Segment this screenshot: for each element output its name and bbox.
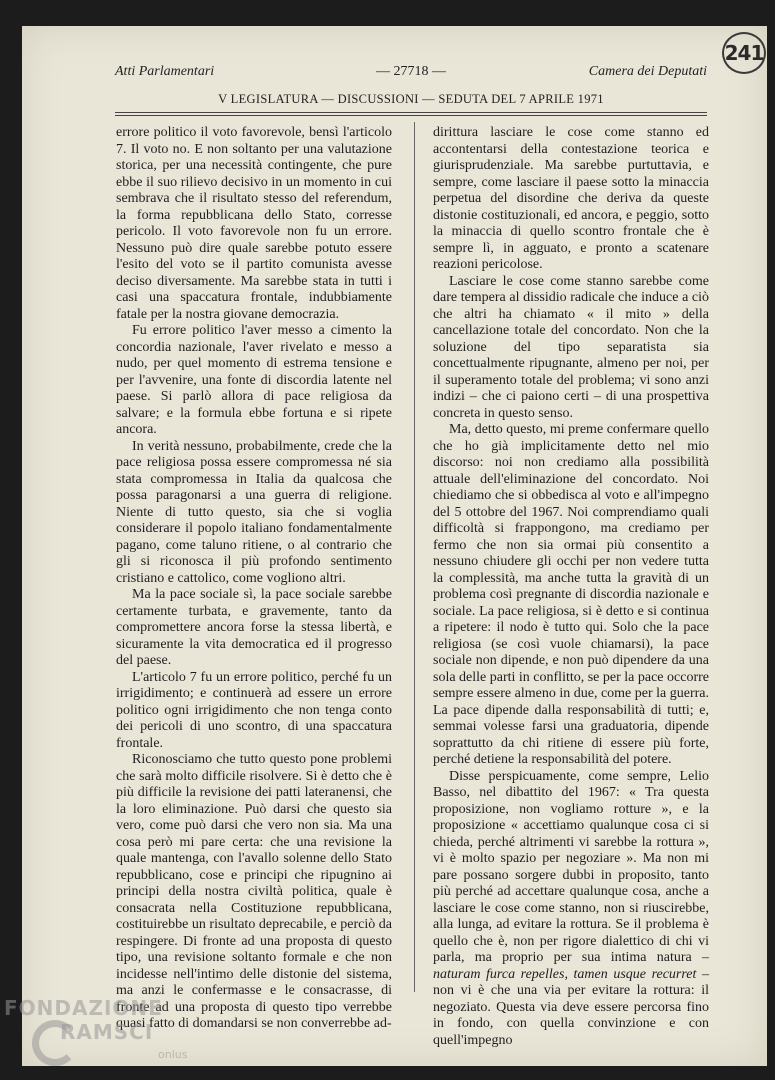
paragraph: In verità nessuno, probabilmente, crede che la pace religiosa possa essere compromessa né sia stata compromessa in Italia da qualcosa che possa paragonarsi a una guerra di religione. Niente di tutto questo, sia che si voglia considerare il popolo italiano fondamentalmente pagano, come taluno ritiene, o al contrario che gli si riconosca il più profondo sentimento cristiano e cattolico, come vogliono altri. [116, 438, 392, 586]
paragraph: L'articolo 7 fu un errore politico, perché fu un irrigidimento; e continuerà ad essere un errore politico ogni irrigidimento che non tenga conto dei pericoli di uno scontro, di una spaccatura frontale. [116, 669, 392, 751]
watermark-line2: RAMSCI [60, 1020, 154, 1044]
session-subtitle: V LEGISLATURA — DISCUSSIONI — SEDUTA DEL 7 APRILE 1971 [218, 92, 604, 106]
paragraph: errore politico il voto favorevole, bensì l'articolo 7. Il voto no. E non soltanto per una valutazione storica, per una necessità contingente, che pure ebbe il suo rilievo decisivo in un momento in cui sembrava che il risultato stesso del referendum, la forma repubblicana dello Stato, corresse pericolo. Il voto favorevole non fu un errore. Nessuno può dire quale sarebbe potuto essere l'esito del voto se il partito comunista avesse deciso diversamente. Ma sarebbe stata in tutti i casi una spaccatura frontale, indubbiamente fatale per la nostra giovane democrazia. [116, 125, 392, 322]
paragraph: dirittura lasciare le cose come stanno ed accontentarsi della contestazione teorica e giurisprudenziale. Ma sarebbe purtuttavia, e sempre, come lasciare il paese sotto la minaccia perpetua del disordine che deriva da queste distonie costituzionali, ed ancora, e peggio, sotto la minaccia di quello scontro frontale che è sempre lì, in agguato, e pronto a scatenare reazioni pericolose. [433, 125, 709, 272]
paragraph: Lasciare le cose come stanno sarebbe come dare tempera al dissidio radicale che induce a ciò che altri ha chiamato « il mito » della cancellazione totale del concordato. Non che la soluzione del tipo separatista sia concettualmente ripugnante, almeno per noi, per il superamento totale del problema; vi sono anzi indizi – che ci paiono certi – di una prospettiva concreta in questo senso. [433, 273, 709, 421]
latin-quote: naturam furca repelles, tamen usque recurret [433, 966, 697, 982]
paragraph-text: – non vi è che una via per evitare la rottura: il negoziato. Questa via deve essere percorsa fino in fondo, con quella convinzione e con quell'impegno [433, 966, 710, 1048]
page-number-stamp: 241 [722, 32, 766, 74]
running-header [115, 64, 707, 84]
header-rule [115, 112, 707, 113]
paragraph-text: Disse perspicuamente, come sempre, Lelio Basso, nel dibattito del 1967: « Tra questa proposizione, non vogliamo rotture », e la proposizione « accettiamo qualunque cosa ci si chieda, perché altrimenti vi sarebbe la rottura », vi è molto spazio per negoziare ». Ma non mi pare possano sorgere dubbi in proposito, tanto più perché ad accettare qualunque cosa, anche a lasciare le cose come stanno, non si riuscirebbe, alla lunga, ad evitare la rottura. Se il problema è quello che è, non per rigore dialettico di chi vi parla, ma proprio per sua intima natura – [433, 768, 709, 965]
page-number: — 27718 — [376, 64, 446, 79]
column-separator [414, 122, 415, 992]
header-right: Camera dei Deputati [588, 64, 707, 79]
paragraph [433, 769, 709, 1050]
right-column [433, 125, 709, 1049]
header-left: Atti Parlamentari [115, 64, 215, 79]
watermark [0, 990, 220, 1080]
watermark-line3: onlus [158, 1048, 188, 1061]
watermark-line1: FONDAZIONE [4, 996, 163, 1020]
paragraph: Ma la pace sociale sì, la pace sociale sarebbe certamente turbata, e gravemente, tanto da compromettere ancora forse la stessa libertà, e sicuramente la vita democratica ed il progresso del paese. [116, 587, 392, 668]
paragraph: Fu errore politico l'aver messo a cimento la concordia nazionale, l'aver rivelato e messo a nudo, per quel momento di estrema tensione e per l'avvenire, una fonte di discordia latente nel paese. Si parlò allora di pace religiosa da salvare; e la formula ebbe fortuna e si ripete ancora. [116, 323, 392, 437]
left-column [116, 125, 392, 1033]
header-rule-2 [115, 115, 707, 116]
paragraph: Riconosciamo che tutto questo pone problemi che sarà molto difficile risolvere. Si è detto che è più difficile la revisione dei patti lateranensi, che la loro eliminazione. Può darsi che questo sia vero, come può darsi che vero non sia. Ma una cosa però mi pare certa: che una revisione la quale mantenga, con l'avallo solenne dello Stato repubblicano, cose e principi che ripugnino ai principi della nostra civiltà politica, quale è consacrata nella Costituzione repubblicana, costituirebbe un risultato deprecabile, e perciò da respingere. Di fronte ad una proposta di questo tipo, una revisione soltanto formale e che non incidesse nell'intimo delle distonie del sistema, ma anzi le confermasse e le consacrasse, di fronte ad una proposta di questo tipo verrebbe quasi fatto di domandarsi se non converrebbe ad- [116, 752, 392, 1031]
paragraph: Ma, detto questo, mi preme confermare quello che ho già implicitamente detto nel mio discorso: noi non crediamo alla possibilità attuale dell'eliminazione del concordato. Noi chiediamo che si obbedisca al voto e all'impegno del 5 ottobre del 1967. Noi comprendiamo quali difficoltà si frappongono, ma crediamo per fermo che non sia ormai più consentito a nessuno chiudere gli occhi per non vedere tutta la complessità, ma anche tutta la gravità di un problema così pregnante di discordia nazionale e sociale. La pace religiosa, si è detto e si continua a ripetere: il nodo è tutto qui. Solo che la pace religiosa (se così vuole chiamarsi), la pace sociale non dipende, e non può dipendere da una sola delle parti in conflitto, se per la pace occorre sempre essere almeno in due, come per la guerra. La pace dipende dalla responsabilità di tutti; e, semmai volesse farsi una graduatoria, dipende soprattutto da chi ritiene di essere più forte, perché detiene la responsabilità del potere. [433, 422, 709, 767]
